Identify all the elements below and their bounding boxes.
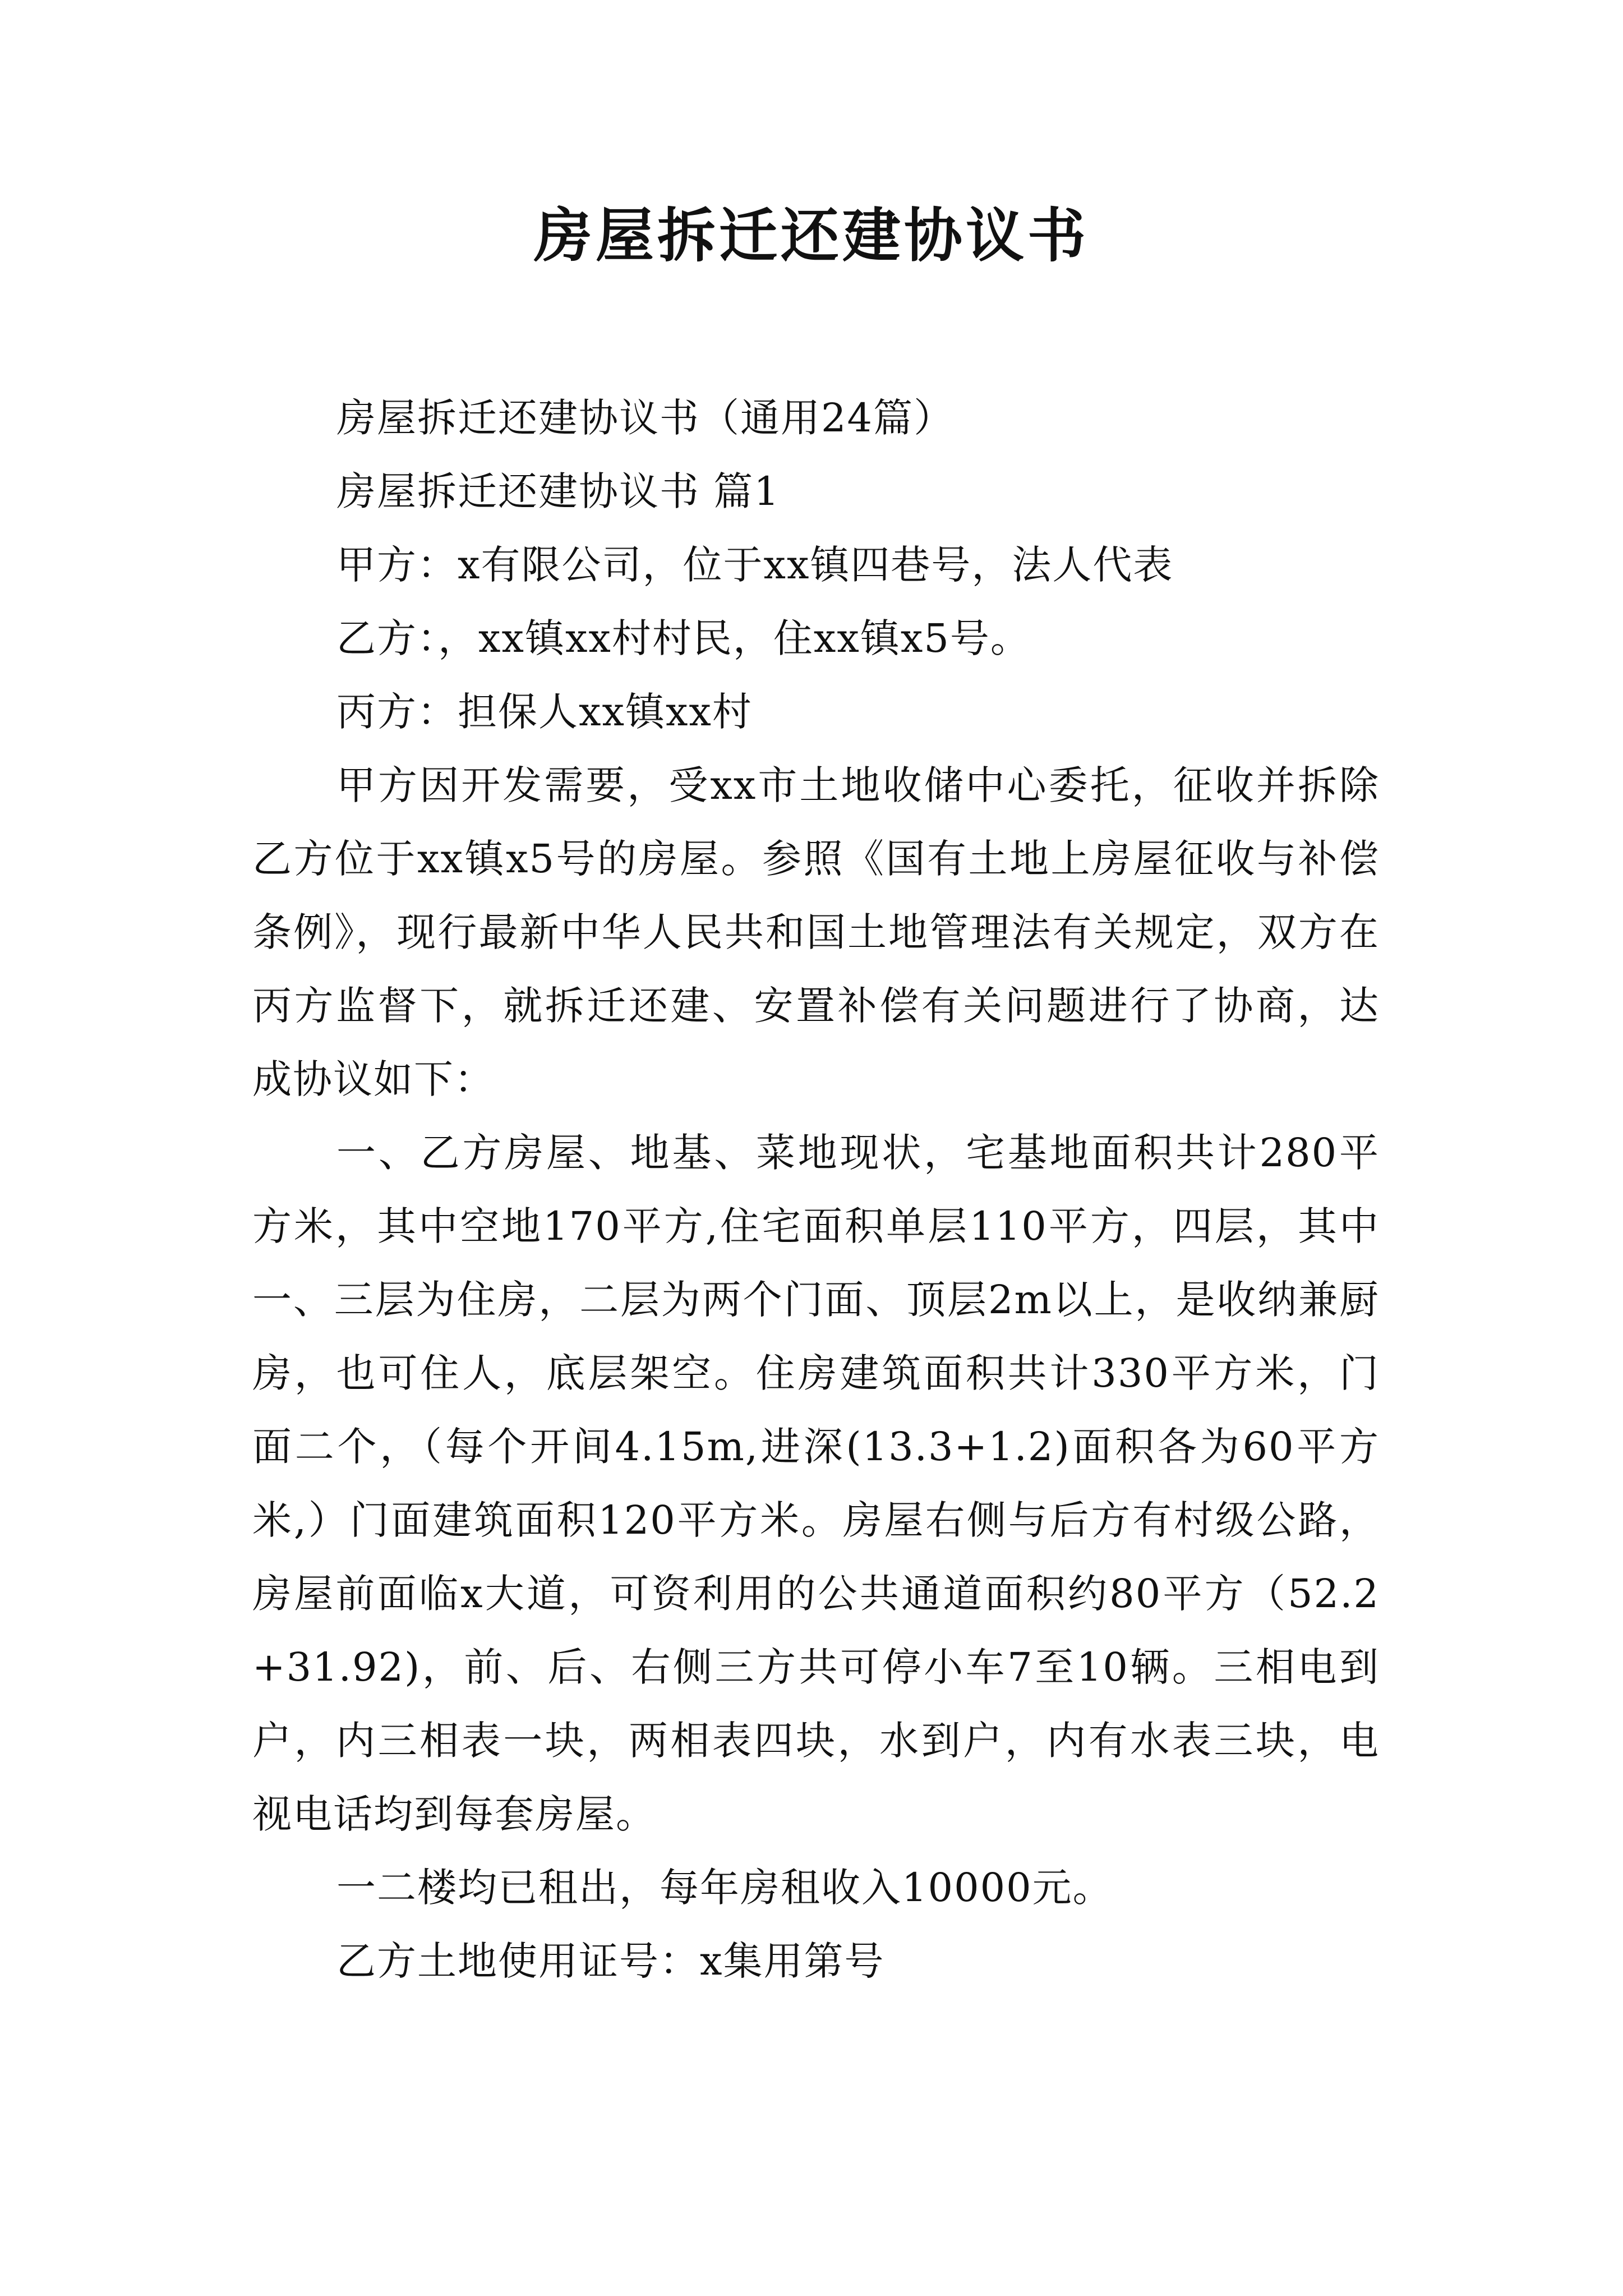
paragraph-rent-income: 一二楼均已租出，每年房租收入10000元。 — [336, 1865, 1113, 1911]
document-body — [252, 381, 1380, 1998]
paragraph-preamble: 甲方因开发需要，受xx市土地收储中心委托，征收并拆除乙方位于xx镇x5号的房屋。参照《国有土地上房屋征收与补偿条例》，现行最新中华人民共和国土地管理法有关规定，双方在丙方监督下，就拆迁还建、安置补偿有关问题进行了协商，达成协议如下： — [252, 762, 1380, 1102]
paragraph-chapter-heading: 房屋拆迁还建协议书 篇1 — [336, 468, 780, 514]
paragraph-subtitle: 房屋拆迁还建协议书（通用24篇） — [336, 395, 955, 441]
paragraph-party-c: 丙方：担保人xx镇xx村 — [336, 689, 753, 735]
paragraph-party-b: 乙方：，xx镇xx村村民，住xx镇x5号。 — [336, 615, 1031, 661]
document-title: 房屋拆迁还建协议书 — [533, 201, 1089, 270]
paragraph-land-certificate: 乙方土地使用证号：x集用第号 — [336, 1938, 885, 1984]
paragraph-clause-1: 一、乙方房屋、地基、菜地现状，宅基地面积共计280平方米，其中空地170平方,住宅面积单层110平方，四层，其中一、三层为住房，二层为两个门面、顶层2m以上，是收纳兼厨房，也可住人，底层架空。住房建筑面积共计330平方米，门面二个，（每个开间4.15m,进深(13.3+1.2)面积各为60平方米,）门面建筑面积120平方米。房屋右侧与后方有村级公路，房屋前面临x大道，可资利用的公共通道面积约80平方（52.2+31.92)，前、后、右侧三方共可停小车7至10辆。三相电到户，内三相表一块，两相表四块，水到户，内有水表三块，电视电话均到每套房屋。 — [252, 1130, 1380, 1837]
paragraph-party-a: 甲方：x有限公司，位于xx镇四巷号，法人代表 — [336, 542, 1174, 588]
